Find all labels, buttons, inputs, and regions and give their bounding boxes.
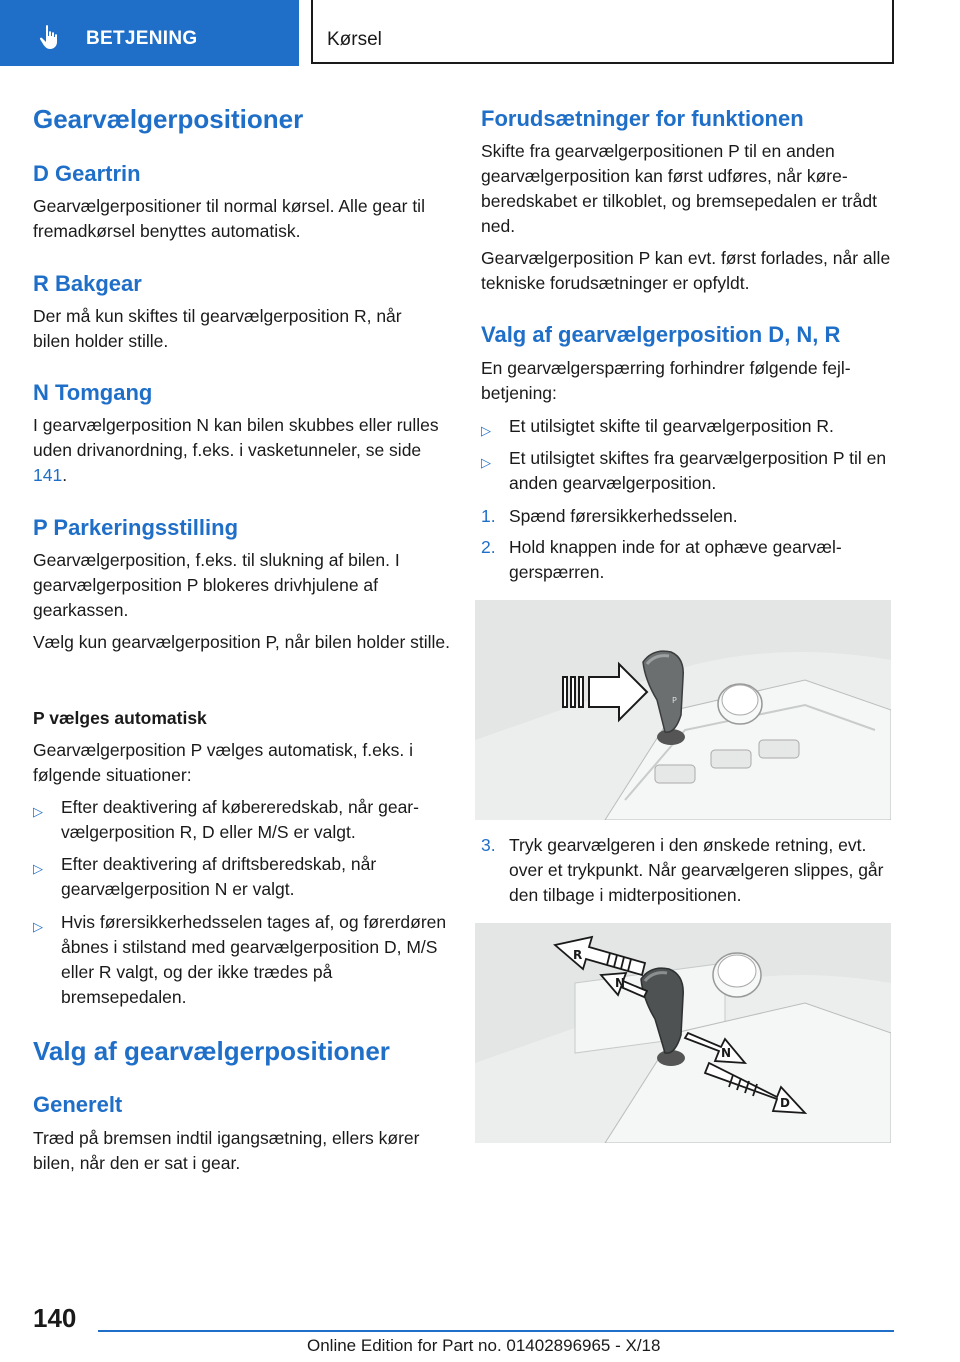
list-item: 1. Spænd førersikkerhedsselen. — [481, 504, 895, 529]
page-number: 140 — [33, 1303, 77, 1333]
r-text: Der må kun skiftes til gearvælgerposition R, når bilen holder stille. — [33, 306, 402, 351]
list-item: ▷ Et utilsigtet skiftes fra gearvælgerposition P til en anden gearvælgerposition. — [481, 448, 887, 493]
p-text1: Gearvælgerposition, f.eks. til slukning af bilen. I gearvælgerposition P blokeres drivhjulene af gearkassen. — [33, 550, 400, 620]
p-heading: P Parkeringsstilling — [33, 515, 239, 540]
valg-dnr-text: En gearvælgerspærring forhindrer følgende fejlbetjening: — [481, 358, 851, 403]
page-link-141[interactable]: 141 — [33, 465, 63, 485]
triangle-bullet-icon: ▷ — [481, 423, 491, 438]
step-number: 2. — [481, 537, 496, 557]
list-item: ▷ Et utilsigtet skifte til gearvælgerposition R. — [481, 414, 895, 439]
list-item: ▷ Efter deaktivering af driftsberedskab, når gearvælgerposition N er valgt. — [33, 854, 377, 899]
gear-selector-figure-2 — [475, 923, 891, 1143]
d-direction-label: D — [780, 1096, 790, 1110]
forud-text2: Gearvælgerposition P kan evt. først forlades, når alle tekniske forudsætninger er opfyldt. — [481, 248, 891, 293]
forud-heading: Forudsætninger for funktionen — [481, 106, 804, 131]
page-title: Gearvælgerpositioner — [33, 104, 304, 134]
step-number: 1. — [481, 506, 496, 526]
forud-text1: Skifte fra gearvælgerpositionen P til en anden gearvælgerposition kan først udføres, når køreberedskabet er tilkoblet, og bremsepedalen er trådt ned. — [481, 141, 877, 236]
list-item: 3. Tryk gearvælgeren i den ønskede retning, evt. over et trykpunkt. Når gearvælgeren slippes, går den tilbage i midterpositionen. — [481, 835, 884, 905]
d-text: Gearvælgerpositioner til normal kørsel. Alle gear til fremadkørsel benyttes automatisk. — [33, 196, 425, 241]
triangle-bullet-icon: ▷ — [33, 919, 43, 934]
list-item: ▷ Hvis førersikkerhedsselen tages af, og førerdøren åbnes i stilstand med gearvælgerposition D, M/S eller R valgt, og der ikke trædes på bremsepedalen. — [33, 912, 447, 1007]
list-item: 2. Hold knappen inde for at ophæve gearvælgerspærren. — [481, 537, 842, 582]
edition-text: Online Edition for Part no. 01402896965 - X/18 — [307, 1336, 661, 1355]
p-auto-heading: P vælges automatisk — [33, 708, 207, 728]
triangle-bullet-icon: ▷ — [33, 804, 43, 819]
r-heading: R Bakgear — [33, 271, 142, 296]
n-text-body: I gearvælgerposition N kan bilen skubbes eller rulles uden drivanordning, f.eks. i vasketunneler, se side — [33, 415, 439, 460]
hand-pointer-icon — [38, 24, 64, 50]
p-auto-text: Gearvælgerposition P vælges automatisk, f.eks. i følgende situationer: — [33, 740, 413, 785]
gear-direction-illustration — [475, 923, 891, 1143]
chapter-box — [311, 0, 894, 64]
step-number: 3. — [481, 835, 496, 855]
list-item: ▷ Efter deaktivering af købereredskab, når gearvælgerposition R, D eller M/S er valgt. — [33, 797, 419, 842]
n-direction-label-up: N — [615, 976, 626, 990]
p-text2: Vælg kun gearvælgerposition P, når bilen holder stille. — [33, 632, 451, 652]
gear-selector-figure-1 — [475, 600, 891, 820]
n-text-end: . — [62, 465, 68, 485]
section-tab[interactable] — [0, 0, 299, 66]
valg-title: Valg af gearvælgerpositioner — [33, 1036, 390, 1066]
generelt-heading: Generelt — [33, 1092, 123, 1117]
triangle-bullet-icon: ▷ — [33, 861, 43, 876]
p-label: P — [672, 696, 677, 705]
r-direction-label: R — [573, 948, 583, 962]
generelt-text: Træd på bremsen indtil igangsætning, ellers kører bilen, når den er sat i gear. — [33, 1128, 420, 1173]
chapter-label: Kørsel — [327, 29, 382, 50]
triangle-bullet-icon: ▷ — [481, 455, 491, 470]
gear-lever-illustration — [475, 600, 891, 820]
section-label: BETJENING — [86, 28, 198, 49]
n-heading: N Tomgang — [33, 380, 153, 405]
n-text — [33, 413, 451, 488]
d-heading: D Geartrin — [33, 161, 141, 186]
valg-dnr-heading: Valg af gearvælgerposition D, N, R — [481, 322, 841, 347]
n-direction-label-down: N — [721, 1046, 732, 1060]
footer-divider — [98, 1330, 894, 1332]
